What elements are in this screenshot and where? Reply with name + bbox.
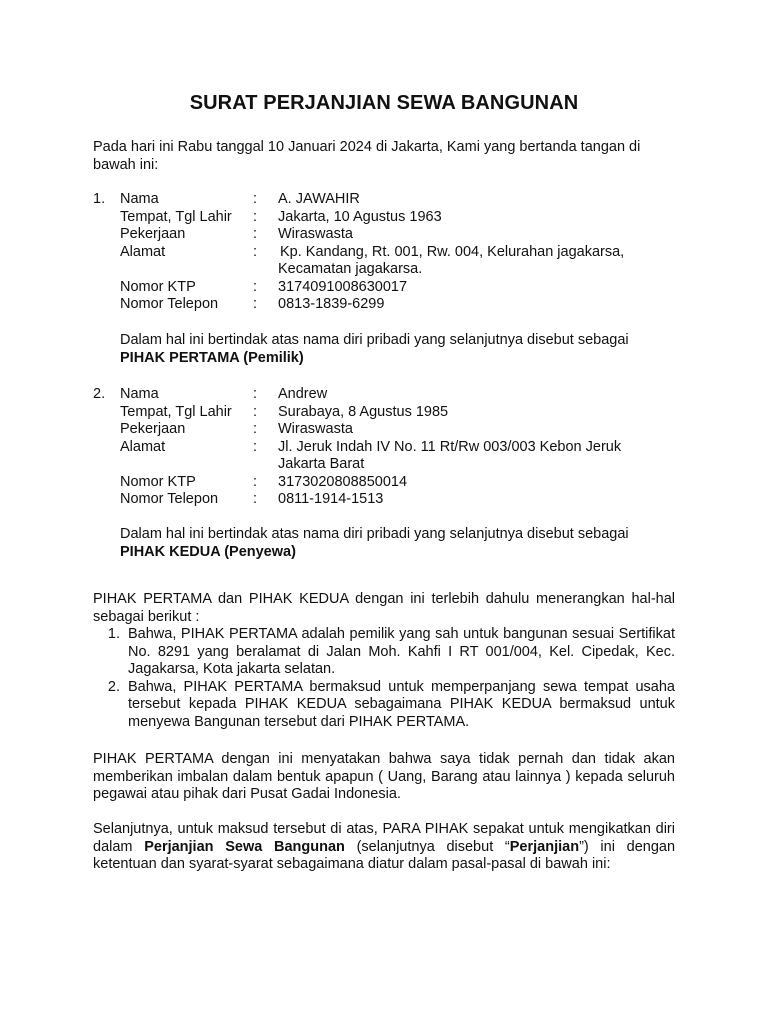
field-value: Jakarta, 10 Agustus 1963	[278, 208, 442, 225]
party-number: 2.	[93, 386, 106, 402]
list-number: 1.	[107, 626, 120, 642]
field-value: 3173020808850014	[278, 473, 408, 490]
document-title: SURAT PERJANJIAN SEWA BANGUNAN	[189, 92, 579, 114]
field-colon: :	[253, 226, 258, 242]
field-colon: :	[253, 296, 258, 312]
list-number: 2.	[107, 678, 120, 695]
party-2-details	[93, 386, 675, 509]
field-colon: :	[253, 473, 258, 490]
preamble-paragraph: PIHAK PERTAMA dan PIHAK KEDUA dengan ini terlebih dahulu menerangkan hal-hal sebagai berikut :	[93, 591, 675, 625]
list-text: Bahwa, PIHAK PERTAMA bermaksud untuk memperpanjang sewa tempat usaha tersebut kepada PIHAK KEDUA sebagaimana PIHAK KEDUA bermaksud untuk menyewa Bangunan tersebut dari PIHAK PERTAMA.	[128, 678, 675, 730]
party-number: 1.	[93, 191, 106, 207]
party-row-nama	[93, 386, 675, 404]
party-row-telepon	[93, 491, 675, 509]
field-label: Nomor KTP	[120, 473, 196, 490]
party-row-telepon	[93, 296, 675, 314]
field-colon: :	[253, 438, 258, 455]
field-label: Alamat	[120, 438, 166, 455]
party-row-alamat	[93, 439, 675, 474]
declaration-paragraph: PIHAK PERTAMA dengan ini menyatakan bahwa saya tidak pernah dan tidak akan memberikan imbalan dalam bentuk apapun ( Uang, Barang atau lainnya ) kepada seluruh pegawai atau pihak dari Pusat Gadai Indonesia.	[93, 751, 675, 802]
field-label: Nomor Telepon	[120, 491, 219, 507]
field-value: 0813-1839-6299	[278, 296, 385, 312]
field-label: Tempat, Tgl Lahir	[120, 403, 232, 420]
party-row-ktp	[93, 474, 675, 492]
field-value: 0811-1914-1513	[278, 491, 384, 507]
field-colon: :	[253, 278, 258, 295]
field-colon: :	[253, 421, 258, 437]
field-value: A. JAWAHIR	[278, 191, 360, 207]
list-item	[93, 679, 675, 732]
field-label: Pekerjaan	[120, 226, 186, 242]
field-value	[278, 439, 675, 474]
list-item	[93, 626, 675, 679]
field-colon: :	[253, 403, 258, 420]
field-label: Nama	[120, 191, 159, 207]
field-value: 3174091008630017	[278, 278, 408, 295]
field-colon: :	[253, 191, 258, 207]
party-row-alamat	[93, 244, 675, 279]
address-line: Jakarta Barat	[278, 456, 365, 472]
party-role: PIHAK KEDUA (Penyewa)	[120, 543, 296, 560]
field-label: Tempat, Tgl Lahir	[120, 208, 232, 225]
field-colon: :	[253, 208, 258, 225]
party-row-ttl	[93, 209, 675, 227]
field-value: Andrew	[278, 386, 328, 402]
closing-text: (selanjutnya disebut “	[356, 838, 510, 855]
intro-paragraph: Pada hari ini Rabu tanggal 10 Januari 2024 di Jakarta, Kami yang bertanda tangan di bawah ini:	[93, 139, 641, 173]
field-label: Nomor Telepon	[120, 296, 219, 312]
agreement-short-name: Perjanjian	[509, 838, 580, 855]
address-line: Kecamatan jagakarsa.	[278, 261, 423, 277]
field-label: Nomor KTP	[120, 278, 196, 295]
field-label: Nama	[120, 386, 159, 402]
field-colon: :	[253, 243, 258, 260]
party-row-ttl	[93, 404, 675, 422]
field-value: Wiraswasta	[278, 421, 353, 437]
party-row-nama	[93, 191, 675, 209]
party-role: PIHAK PERTAMA (Pemilik)	[120, 349, 304, 366]
field-colon: :	[253, 386, 258, 402]
closing-text: Selanjutnya, untuk maksud tersebut di atas, PARA PIHAK sepakat untuk mengikatkan diri dalam	[93, 821, 675, 855]
party-2-statement	[120, 526, 675, 561]
statement-text: Dalam hal ini bertindak atas nama diri pribadi yang selanjutnya disebut sebagai	[120, 332, 629, 348]
agreement-name: Perjanjian Sewa Bangunan	[144, 838, 345, 855]
field-colon: :	[253, 491, 258, 507]
party-row-pekerjaan	[93, 421, 675, 439]
address-line: Kp. Kandang, Rt. 001, Rw. 004, Kelurahan jagakarsa,	[280, 243, 625, 260]
list-text: Bahwa, PIHAK PERTAMA adalah pemilik yang sah untuk bangunan sesuai Sertifikat No. 8291 yang beralamat di Jalan Moh. Kahfi I RT 001/004, Kel. Cipedak, Kec. Jagakarsa, Kota jakarta selatan.	[128, 626, 675, 677]
statement-text: Dalam hal ini bertindak atas nama diri pribadi yang selanjutnya disebut sebagai	[120, 526, 629, 542]
field-value: Surabaya, 8 Agustus 1985	[278, 403, 449, 420]
field-label: Pekerjaan	[120, 421, 186, 437]
party-1-details	[93, 191, 675, 314]
closing-text: ”) ini dengan ketentuan dan syarat-syarat sebagaimana diatur dalam pasal-pasal di bawah ini:	[93, 838, 676, 872]
address-line: Jl. Jeruk Indah IV No. 11 Rt/Rw 003/003 Kebon Jeruk	[278, 438, 622, 455]
recitals-list	[93, 626, 675, 731]
party-1-statement	[120, 332, 675, 367]
field-value	[278, 244, 675, 279]
party-row-pekerjaan	[93, 226, 675, 244]
party-row-ktp	[93, 279, 675, 297]
field-label: Alamat	[120, 243, 166, 260]
closing-paragraph	[93, 821, 675, 874]
field-value: Wiraswasta	[278, 226, 353, 242]
